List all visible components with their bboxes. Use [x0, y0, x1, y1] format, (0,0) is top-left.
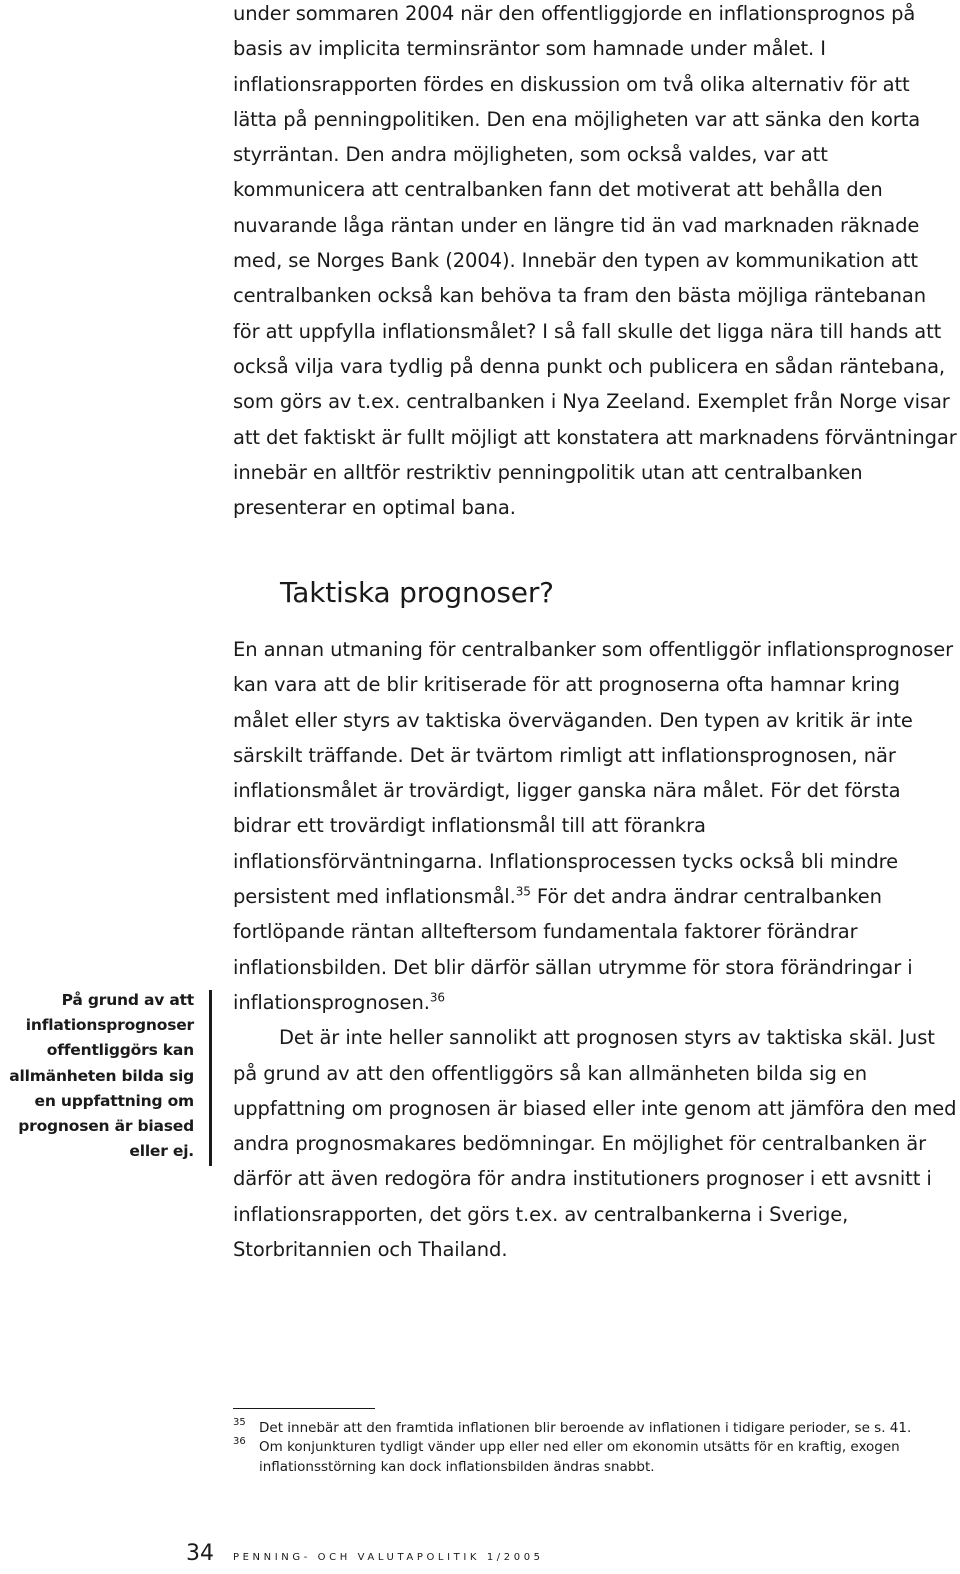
footnote-number: 35: [233, 1417, 246, 1428]
footnote-35: [233, 1418, 933, 1438]
body-paragraph: under sommaren 2004 när den offentliggjorde en inflationsprognos på basis av implicita terminsräntor som hamnade under målet. I inflationsrapporten fördes en diskussion om två olika alternativ för att lätta på penningpolitiken. Den ena möjligheten var att sänka den korta styrräntan. Den andra möjligheten, som också valdes, var att kommunicera att centralbanken fann det motiverat att behålla den nuvarande låga räntan under en längre tid än vad marknaden räknade med, se Norges Bank (2004). Innebär den typen av kommunikation att centralbanken också kan behöva ta fram den bästa möjliga räntebanan för att uppfylla inflationsmålet? I så fall skulle det ligga nära till hands att också vilja vara tydlig på denna punkt och publicera en sådan räntebana, som görs av t.ex. centralbanken i Nya Zeeland. Exemplet från Norge visar att det faktiskt är fullt möjligt att konstatera att marknadens förväntningar innebär en alltför restriktiv penningpolitik utan att centralbanken presenterar en optimal bana.: [233, 2, 957, 520]
section-body: [233, 632, 957, 1267]
running-title: PENNING- OCH VALUTAPOLITIK 1/2005: [233, 1552, 544, 1563]
page-number: 34: [186, 1541, 214, 1566]
footnote-text: Det innebär att den framtida inflationen blir beroende av inflationen i tidigare perioder, se s. 41.: [259, 1420, 912, 1436]
footnote-divider: [233, 1408, 375, 1409]
footnote-number: 36: [233, 1436, 246, 1447]
footnote-ref-35[interactable]: 35: [515, 884, 531, 899]
paragraph-text: En annan utmaning för centralbanker som offentliggör inflationsprognoser kan vara att de blir kritiserade för att prognoserna ofta hamnar kring målet eller styrs av taktiska överväganden. Den typen av kritik är inte särskilt träffande. Det är tvärtom rimligt att inflationsprognosen, när inflationsmålet är trovärdigt, ligger ganska nära målet. För det första bidrar ett trovärdigt inflationsmål till att förankra inflationsförväntningarna. Inflationsprocessen tycks också bli mindre persistent med inflationsmål.: [233, 638, 954, 909]
section-paragraph-1: [233, 632, 957, 1020]
section-heading: Taktiska prognoser?: [280, 576, 554, 609]
footnote-text: Om konjunkturen tydligt vänder upp eller ned eller om ekonomin utsätts för en kraftig, exogen inflationsstörning kan dock inflationsbilden ändras snabbt.: [259, 1439, 900, 1475]
paragraph-text: För det andra ändrar centralbanken fortlöpande räntan allteftersom fundamentala faktorer förändrar inflationsbilden. Det blir därför sällan utrymme för stora förändringar i inflationsprognosen.: [233, 885, 913, 1014]
footnote-36: [233, 1437, 933, 1477]
footnote-ref-36[interactable]: 36: [429, 990, 445, 1005]
margin-note-rule: [209, 990, 212, 1166]
section-paragraph-2: Det är inte heller sannolikt att prognosen styrs av taktiska skäl. Just på grund av att den offentliggörs så kan allmänheten bilda sig en uppfattning om prognosen är biased eller inte genom att jämföra den med andra prognosmakares bedömningar. En möjlighet för centralbanken är därför att även redogöra för andra institutioners prognoser i ett avsnitt i inflationsrapporten, det görs t.ex. av centralbankerna i Sverige, Storbritannien och Thailand.: [233, 1026, 957, 1262]
body-text-column: [233, 0, 957, 525]
margin-note: På grund av att inflationsprognoser offentliggörs kan allmänheten bilda sig en uppfattning om prognosen är biased eller ej.: [9, 991, 194, 1161]
